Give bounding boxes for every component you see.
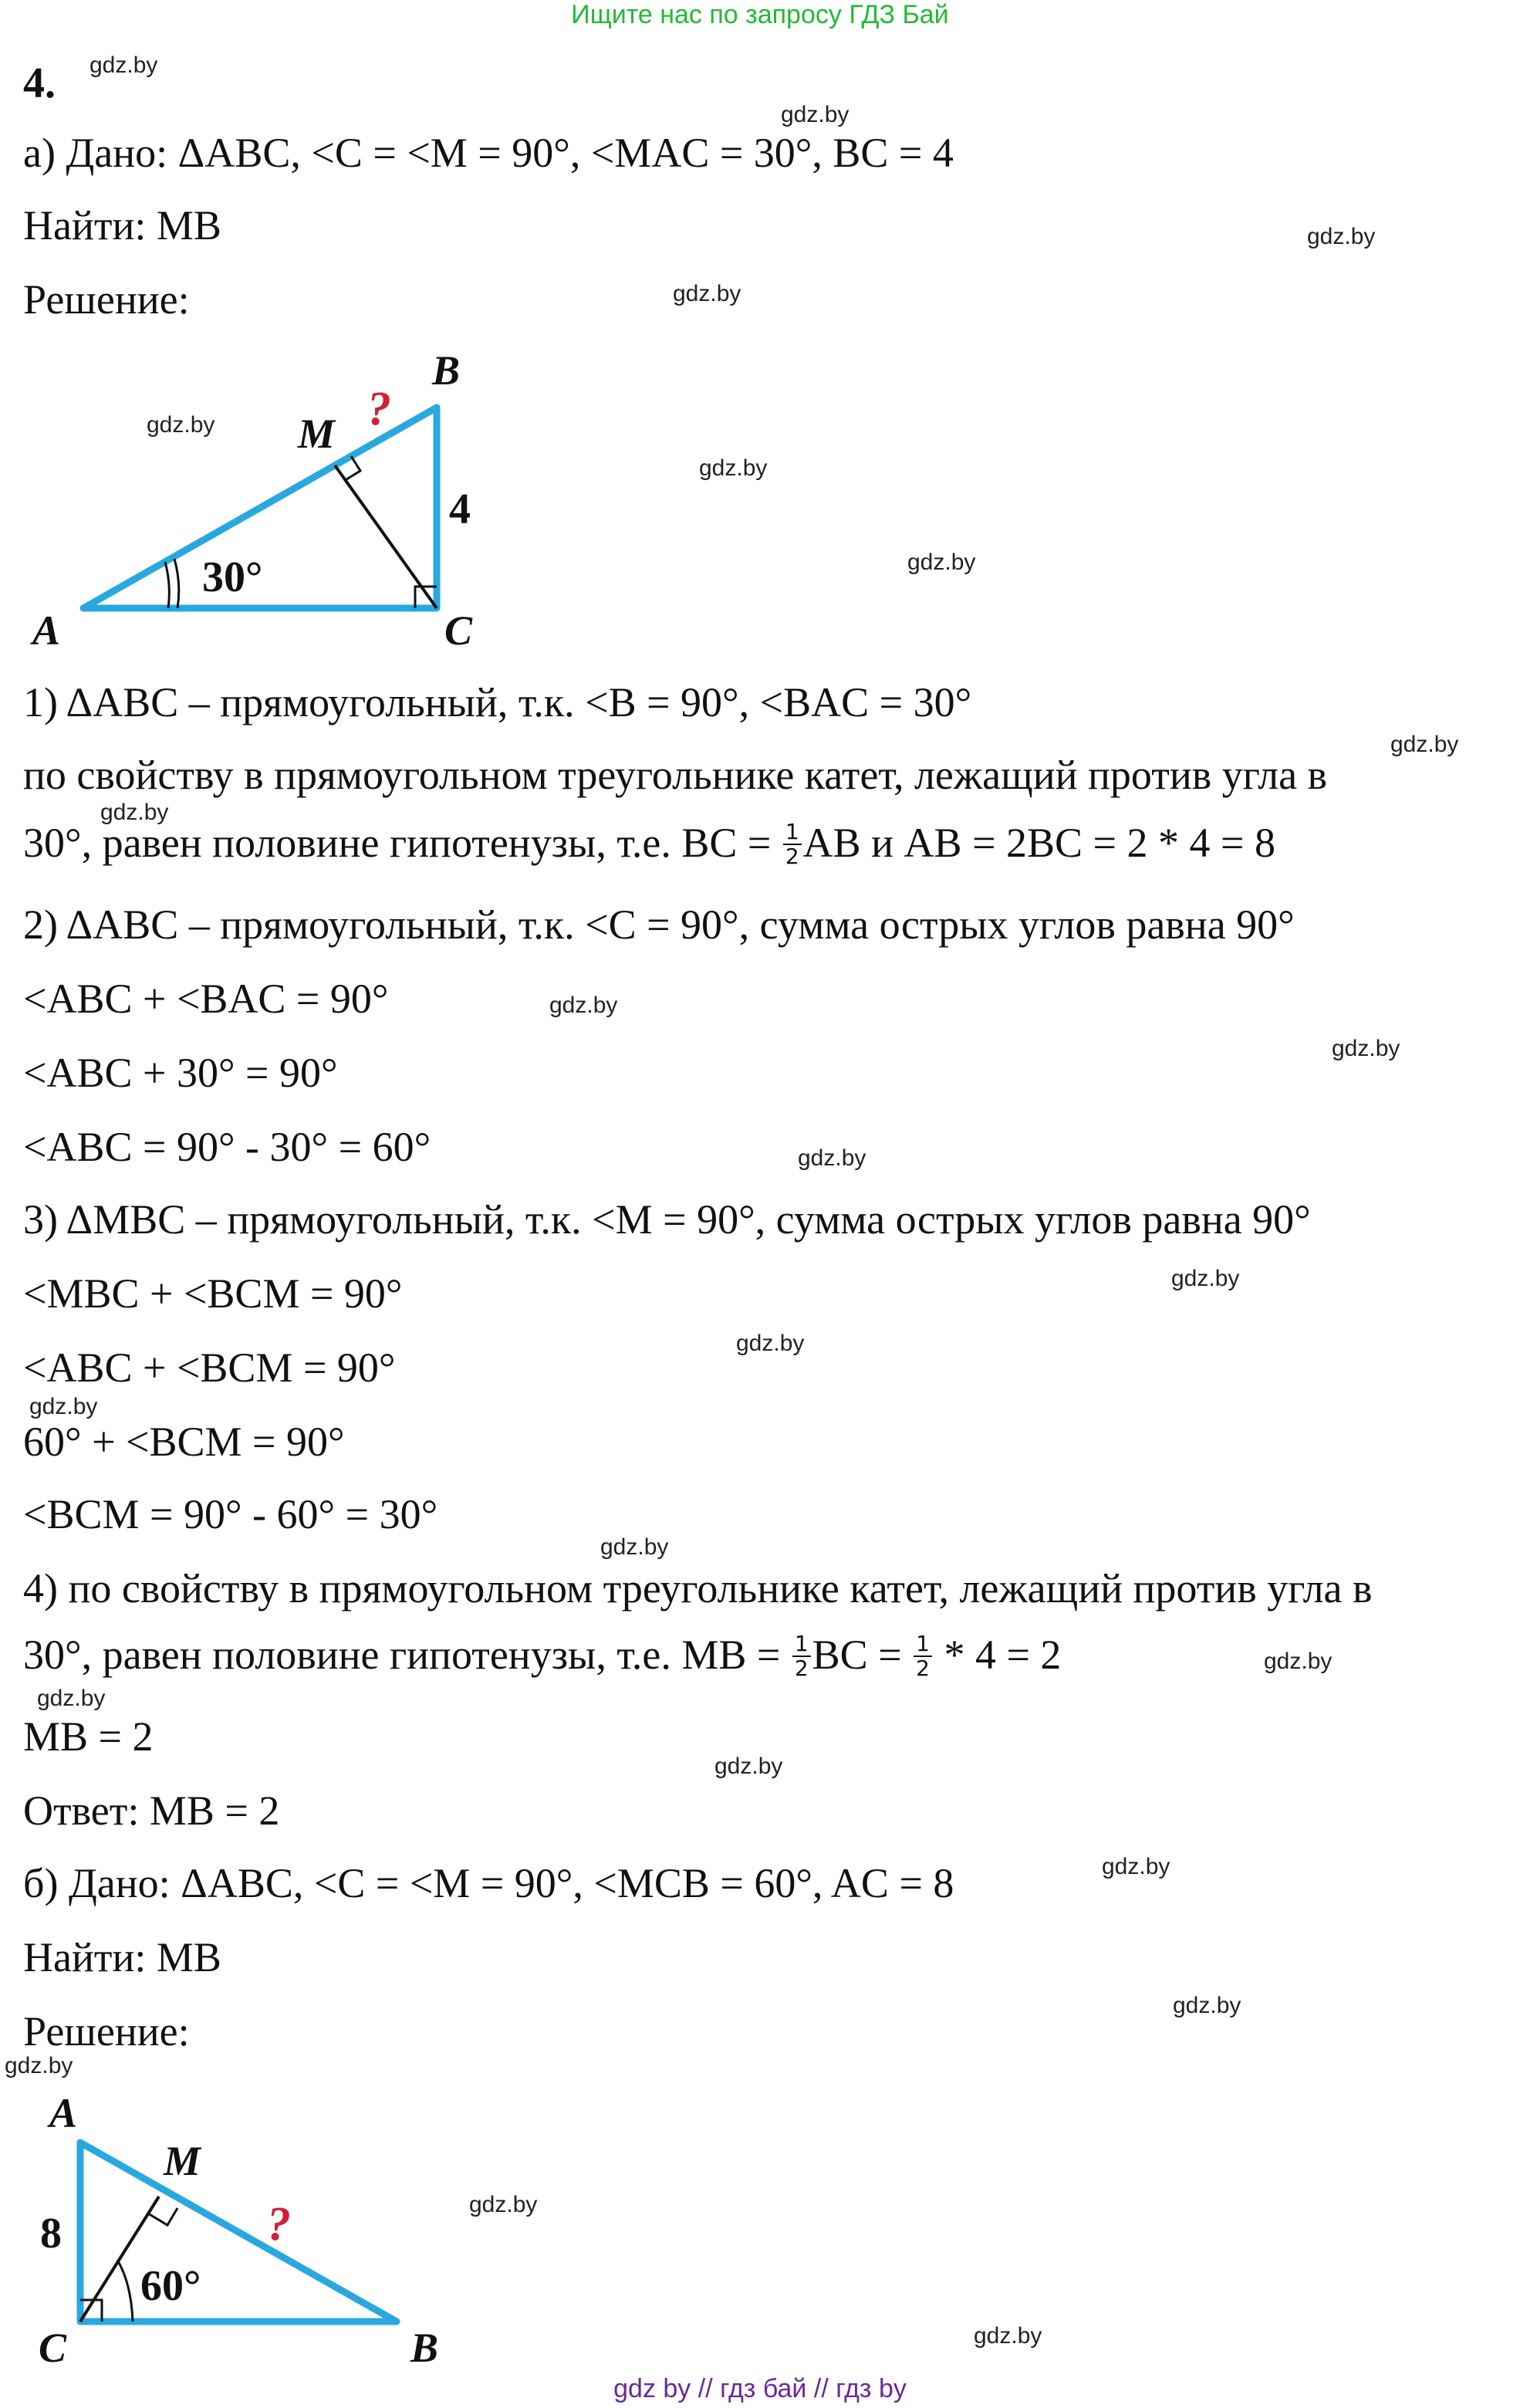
solution-a: Решение: bbox=[23, 276, 190, 323]
watermark: gdz.by bbox=[1102, 1854, 1170, 1879]
step4-text2: 30°, равен половине гипотенузы, т.е. MB = $\frac{1}{2}$ BC = $\frac{1}{2}$ * 4 = 2 bbox=[23, 1630, 1062, 1681]
equation: <ABC + <BAC = 90° bbox=[23, 976, 389, 1022]
vertex-label-b: B bbox=[410, 2325, 439, 2371]
step1-text1: по свойству в прямоугольном треугольнике катет, лежащий против угла в bbox=[23, 752, 1328, 798]
watermark: gdz.by bbox=[5, 2053, 73, 2078]
search-banner[interactable]: Ищите нас по запросу ГДЗ Бай bbox=[571, 0, 949, 29]
step3-title: 3) ΔMBC – прямоугольный, т.к. <M = 90°, сумма острых углов равна 90° bbox=[23, 1196, 1311, 1243]
step4-text1: 4) по свойству в прямоугольном треугольнике катет, лежащий против угла в bbox=[23, 1565, 1373, 1612]
vertex-label-b: B bbox=[432, 347, 461, 394]
watermark: gdz.by bbox=[549, 993, 618, 1018]
question-mark: ? bbox=[267, 2198, 291, 2251]
watermark: gdz.by bbox=[37, 1686, 106, 1711]
watermark: gdz.by bbox=[1173, 1993, 1241, 2018]
watermark: gdz.by bbox=[469, 2192, 538, 2217]
step2-title: 2) ΔABC – прямоугольный, т.к. <C = 90°, сумма острых углов равна 90° bbox=[23, 901, 1295, 948]
equation: <ABC + 30° = 90° bbox=[23, 1050, 338, 1096]
footer-links[interactable]: gdz by // гдз бай // гдз by bbox=[613, 2374, 907, 2403]
vertex-label-a: A bbox=[32, 607, 61, 654]
watermark: gdz.by bbox=[736, 1331, 805, 1356]
vertex-label-c: C bbox=[39, 2325, 67, 2371]
solution-b: Решение: bbox=[23, 2008, 190, 2055]
watermark: gdz.by bbox=[1264, 1649, 1333, 1674]
watermark: gdz.by bbox=[714, 1754, 783, 1779]
equation: <ABC + <BCM = 90° bbox=[23, 1344, 396, 1391]
given-a: а) Дано: ΔABC, <C = <M = 90°, <MAC = 30°, BC = 4 bbox=[23, 130, 954, 176]
watermark: gdz.by bbox=[90, 52, 158, 78]
angle-label: 60° bbox=[140, 2262, 201, 2310]
watermark: gdz.by bbox=[29, 1394, 98, 1419]
watermark: gdz.by bbox=[147, 412, 215, 438]
given-b: б) Дано: ΔABC, <C = <M = 90°, <MCB = 60°, AC = 8 bbox=[23, 1860, 954, 1906]
watermark: gdz.by bbox=[798, 1145, 866, 1171]
vertex-label-c: C bbox=[444, 607, 473, 654]
watermark: gdz.by bbox=[673, 281, 741, 306]
question-mark: ? bbox=[367, 383, 391, 435]
vertex-label-a: A bbox=[49, 2090, 78, 2136]
find-a: Найти: MB bbox=[23, 202, 221, 249]
fraction-one-half: $\frac{1}{2}$ bbox=[783, 820, 802, 868]
problem-number: 4. bbox=[23, 59, 56, 107]
angle-label: 30° bbox=[202, 553, 263, 601]
result: MB = 2 bbox=[23, 1713, 154, 1760]
side-label: 8 bbox=[40, 2210, 62, 2258]
equation: <MBC + <BCM = 90° bbox=[23, 1270, 403, 1317]
watermark: gdz.by bbox=[600, 1534, 669, 1560]
watermark: gdz.by bbox=[907, 550, 976, 575]
triangle-figure-b bbox=[23, 2076, 486, 2377]
watermark: gdz.by bbox=[781, 102, 850, 127]
watermark: gdz.by bbox=[1332, 1036, 1400, 1061]
equation: <ABC = 90° - 30° = 60° bbox=[23, 1124, 431, 1170]
side-label: 4 bbox=[449, 485, 471, 533]
vertex-label-m: M bbox=[298, 411, 336, 457]
watermark: gdz.by bbox=[699, 455, 768, 481]
vertex-label-m: M bbox=[164, 2138, 201, 2184]
fraction-one-half: $\frac{1}{2}$ bbox=[792, 1632, 811, 1680]
equation: 60° + <BCM = 90° bbox=[23, 1419, 345, 1465]
fraction-one-half: $\frac{1}{2}$ bbox=[914, 1632, 932, 1680]
equation: <BCM = 90° - 60° = 30° bbox=[23, 1491, 438, 1537]
answer: Ответ: MB = 2 bbox=[23, 1787, 280, 1834]
step1-title: 1) ΔABC – прямоугольный, т.к. <B = 90°, <BAC = 30° bbox=[23, 679, 972, 725]
watermark: gdz.by bbox=[100, 800, 169, 825]
watermark: gdz.by bbox=[1307, 224, 1376, 249]
watermark: gdz.by bbox=[1390, 732, 1459, 757]
watermark: gdz.by bbox=[1171, 1266, 1240, 1291]
step1-text2: 30°, равен половине гипотенузы, т.е. BC = $\frac{1}{2}$ AB и AB = 2BC = 2 * 4 = 8 bbox=[23, 818, 1275, 869]
find-b: Найти: MB bbox=[23, 1934, 221, 1980]
triangle-figure-a bbox=[23, 340, 548, 656]
watermark: gdz.by bbox=[974, 2323, 1042, 2349]
